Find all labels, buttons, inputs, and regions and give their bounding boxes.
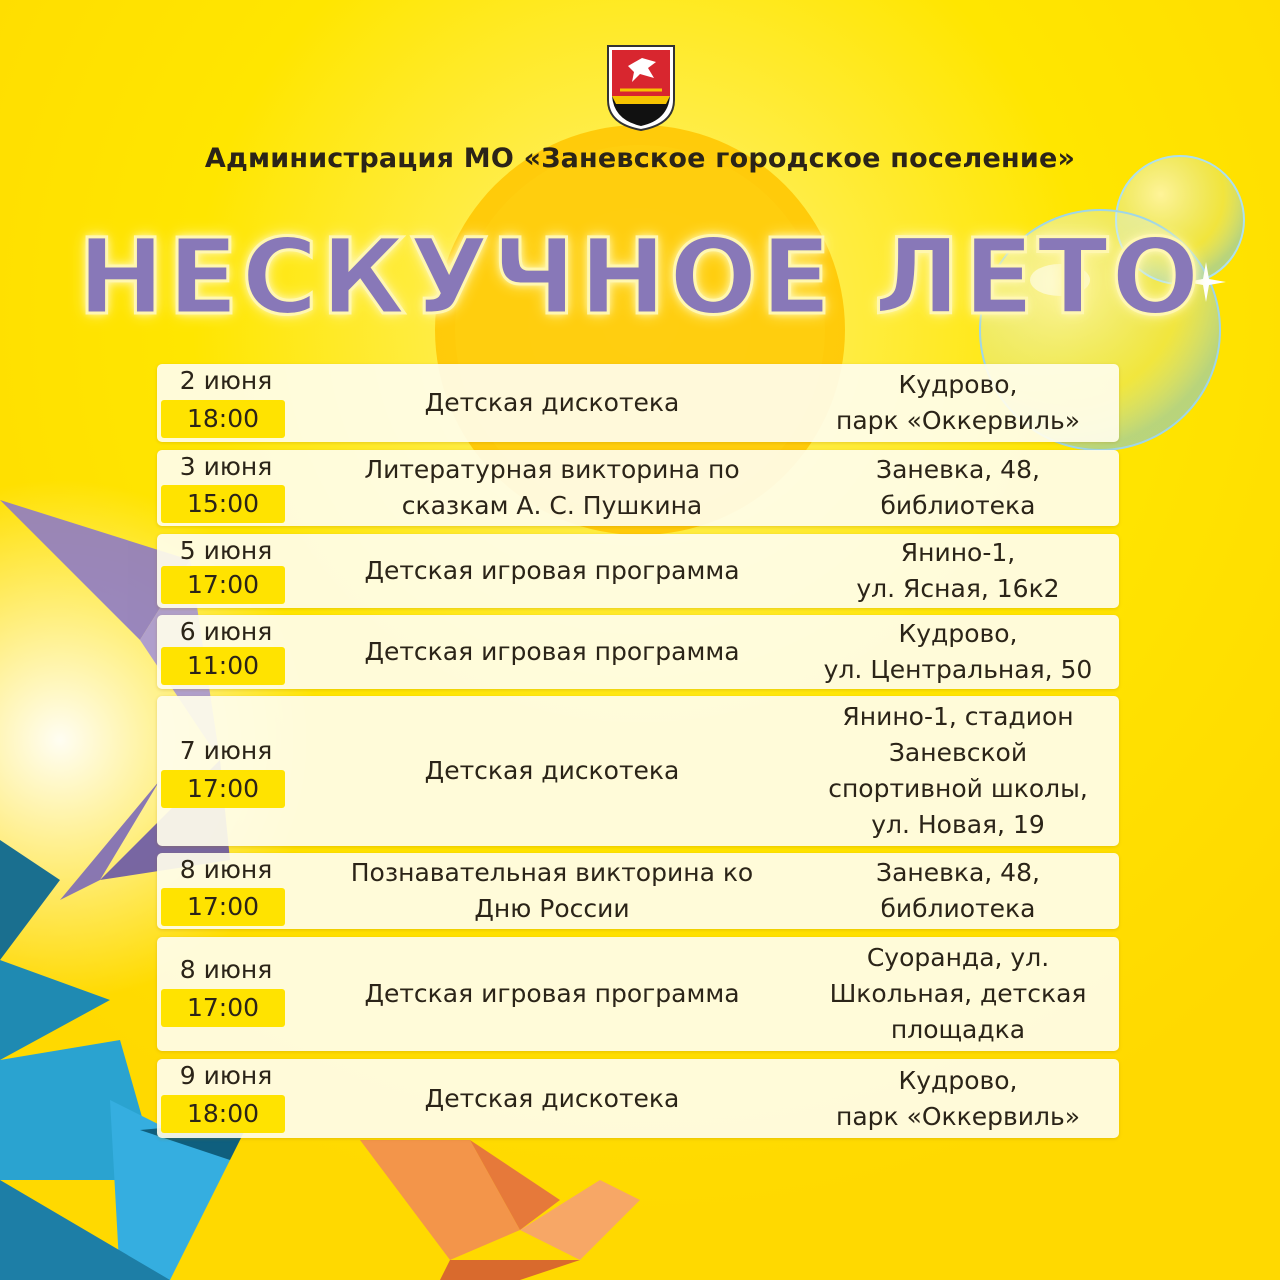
event-date: 5 июня	[179, 536, 273, 565]
event-time: 17:00	[161, 888, 285, 926]
event-date: 7 июня	[179, 736, 273, 765]
event-place: Заневка, 48, библиотека	[876, 455, 1040, 520]
event-row	[157, 450, 1119, 526]
event-row	[157, 937, 1119, 1051]
coat-of-arms-icon	[606, 44, 676, 132]
event-row	[157, 364, 1119, 442]
event-title: Детская дискотека	[424, 1083, 680, 1113]
event-place: Кудрово, ул. Центральная, 50	[823, 619, 1093, 684]
event-title: Детская игровая программа	[364, 979, 740, 1008]
page-title: НЕСКУЧНОЕ ЛЕТО	[77, 216, 1203, 338]
event-date: 9 июня	[179, 1061, 273, 1090]
event-time: 17:00	[161, 989, 285, 1027]
event-date: 6 июня	[179, 617, 273, 646]
event-place: Кудрово, парк «Оккервиль»	[836, 1065, 1080, 1131]
event-row	[157, 1059, 1119, 1138]
event-title: Детская дискотека	[424, 388, 680, 417]
event-place: Янино-1, ул. Ясная, 16к2	[856, 538, 1060, 603]
event-time: 15:00	[161, 485, 285, 523]
event-place: Кудрово, парк «Оккервиль»	[836, 370, 1080, 435]
event-date: 8 июня	[179, 955, 273, 984]
event-time: 11:00	[161, 647, 285, 685]
event-time: 18:00	[161, 1095, 285, 1133]
event-row	[157, 853, 1119, 929]
event-time: 18:00	[161, 400, 285, 438]
event-date: 2 июня	[179, 366, 273, 395]
event-title: Детская игровая программа	[364, 556, 740, 585]
event-time: 17:00	[161, 770, 285, 808]
event-date: 8 июня	[179, 855, 273, 884]
event-row	[157, 534, 1119, 608]
event-date: 3 июня	[179, 452, 273, 481]
event-row	[157, 696, 1119, 846]
event-title: Познавательная викторина ко Дню России	[350, 858, 754, 923]
event-place: Заневка, 48, библиотека	[876, 858, 1040, 923]
event-time: 17:00	[161, 566, 285, 604]
administration-header: Администрация МО «Заневское городское поселение»	[204, 143, 1076, 174]
event-place: Янино-1, стадион Заневской спортивной школы, ул. Новая, 19	[828, 702, 1088, 839]
event-place: Суоранда, ул. Школьная, детская площадка	[829, 943, 1087, 1044]
event-title: Литературная викторина по сказкам А. С. Пушкина	[364, 455, 740, 520]
event-title: Детская дискотека	[424, 756, 680, 785]
event-row	[157, 615, 1119, 689]
event-title: Детская игровая программа	[364, 637, 740, 666]
